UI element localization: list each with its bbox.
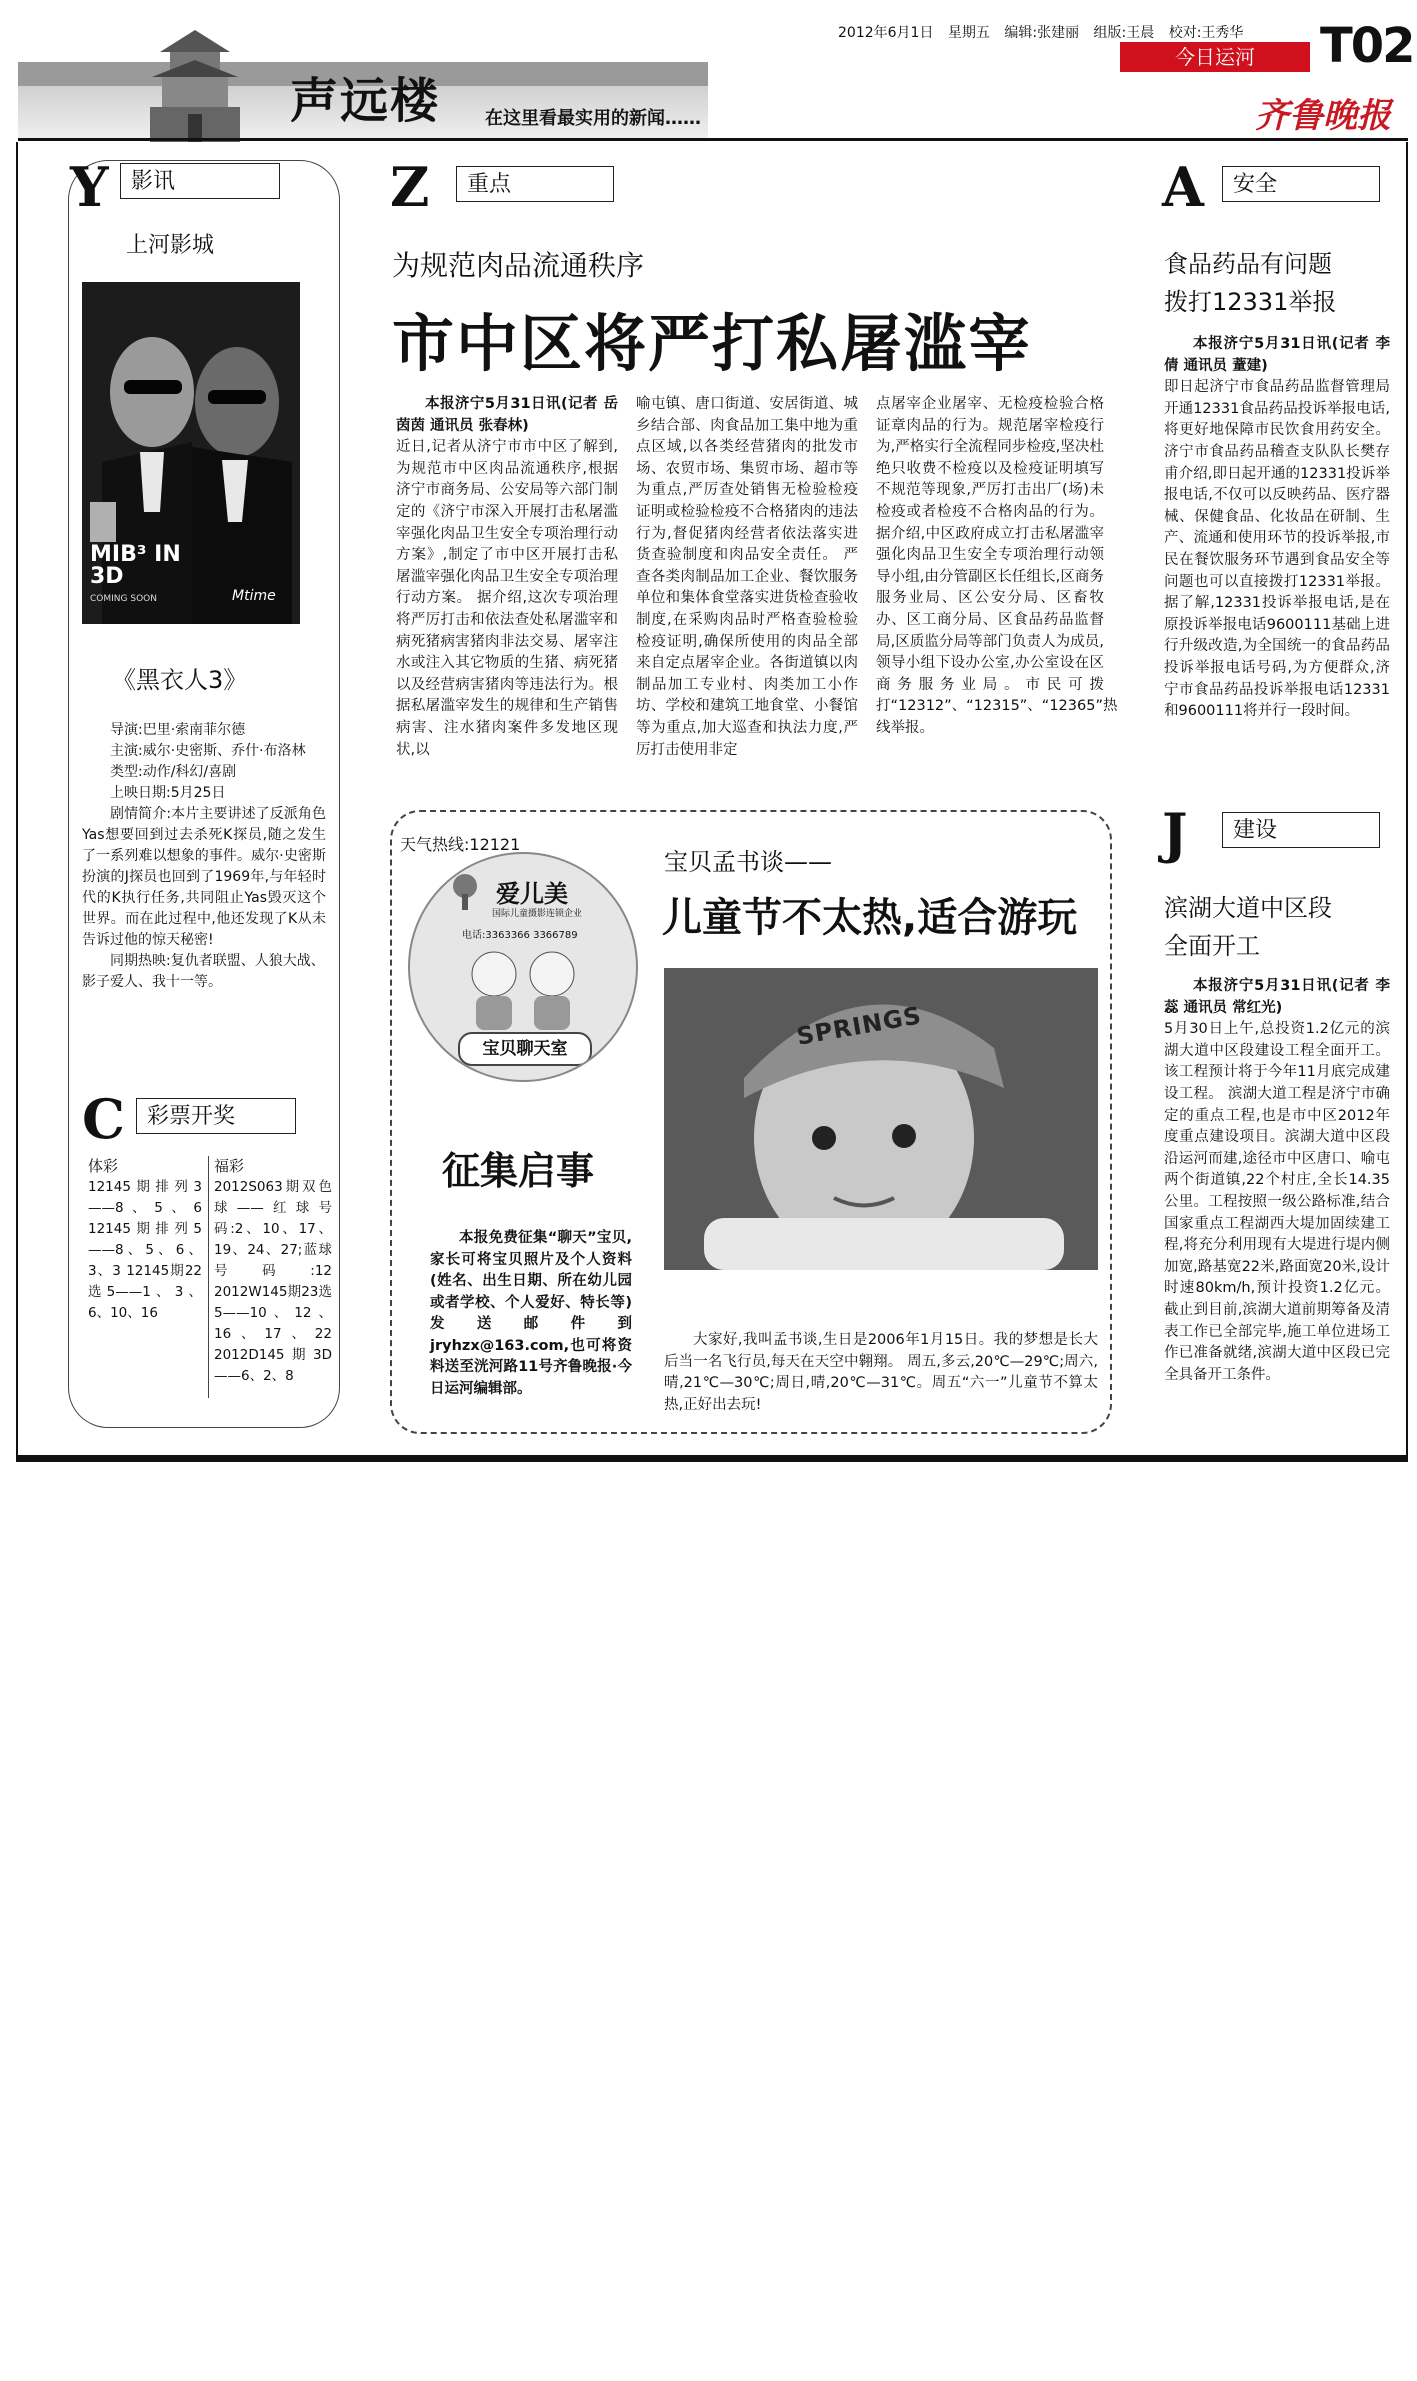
logo-brand: 爱儿美 xyxy=(496,880,568,908)
safety-dateline: 本报济宁5月31日讯(记者 李倩 通讯员 蕫建) xyxy=(1164,336,1390,374)
safety-headline-1: 食品药品有问题 xyxy=(1164,250,1332,278)
sports-lottery-title: 体彩 xyxy=(88,1157,119,1175)
movie-details xyxy=(82,720,326,993)
column-tag-safety: 安全 xyxy=(1222,166,1380,202)
welfare-lottery-title: 福彩 xyxy=(214,1157,245,1175)
construction-story xyxy=(1164,976,1390,1386)
safety-body: 即日起济宁市食品药品监督管理局开通12331食品药品投诉举报电话,将更好地保障市民饮食用药安全。 济宁市食品药品稽查支队队长樊存甫介绍,即日起开通的12331投诉举报电话,不仅可以反映药品、医疗器械、保健食品、化妆品在研制、生产、流通和使用环节的投诉举报,市民在餐饮服务环节遇到食品安全等问题也可以直接拨打12331举报。 据了解,12331投诉举报电话,是在原投诉举报电话9600111基础上进行升级改造,为全国统一的食品药品投诉举报电话号码,为方便群众,济宁市食品药品投诉举报电话12331和9600111将并行一段时间。 xyxy=(1164,379,1390,720)
also-showing: 同期热映:复仇者联盟、人狼大战、影子爱人、我十一等。 xyxy=(82,953,325,990)
editor: 编辑:张建丽 xyxy=(1004,25,1080,41)
column-tag-movie: 影讯 xyxy=(120,163,280,199)
column-letter-j: J xyxy=(1162,801,1188,865)
notice-body: 本报免费征集“聊天”宝贝,家长可将宝贝照片及个人资料(姓名、出生日期、所在幼儿园或者学校、个人爱好、特长等)发送邮件到jryhzx@163.com,也可将资料送至洸河路11号齐鲁晚报·今日运河编辑部。 xyxy=(430,1230,632,1397)
section-title: 声远楼 xyxy=(290,73,441,129)
page-header xyxy=(0,0,1417,140)
construction-body: 5月30日上午,总投资1.2亿元的滨湖大道中区段建设工程全面开工。该工程预计将于今年11月底完成建设工程。 滨湖大道工程是济宁市确定的重点工程,也是市中区2012年度重点建设项目。滨湖大道中区段沿运河而建,途径市中区唐口、喻屯两个街道镇,22个村庄,全长14.35公里。工程按照一级公路标准,结合国家重点工程湖西大堤加固续建工程,将充分利用现有大堤进行堤内侧加宽,路基宽22米,路面宽20米,设计时速80km/h,预计投资1.2亿元。 截止到目前,滨湖大道前期筹备及清表工作已全部完毕,施工单位进场工作已准备就绪,滨湖大道中区段已完全具备开工条件。 xyxy=(1164,1021,1390,1383)
movie-director: 导演:巴里·索南菲尔德 xyxy=(110,722,246,738)
weekday: 星期五 xyxy=(947,25,990,41)
page-meta xyxy=(838,22,1243,42)
poster-subtitle: COMING SOON xyxy=(90,594,157,604)
construction-headline-1: 滨湖大道中区段 xyxy=(1164,894,1332,922)
story-kicker: 为规范肉品流通秩序 xyxy=(392,249,645,282)
masthead-logo: 齐鲁晚报 xyxy=(1255,96,1391,136)
movie-synopsis: 剧情简介:本片主要讲述了反派角色Yas想要回到过去杀死K探员,随之发生了一系列难以想象的事件。威尔·史密斯扮演的J探员也回到了1969年,与年轻时代的K执行任务,共同阻止Yas毁灭这个世界。而在此过程中,他还发现了K从未告诉过他的惊天秘密! xyxy=(82,806,326,948)
logo-subtitle: 国际儿童摄影连锁企业 xyxy=(492,909,583,919)
story-dateline: 本报济宁5月31日讯(记者 岳茵茵 通讯员 张春林) xyxy=(396,396,618,434)
welfare-lottery-results: 2012S063期双色球——红球号码:2、10、17、19、24、27;蓝球号码:12 2012W145期23选5——10、12、16、17、22 2012D145期3D——6、2、8 xyxy=(214,1179,332,1384)
column-letter-c: C xyxy=(82,1087,125,1151)
column-letter-a: A xyxy=(1162,155,1204,219)
notice-title: 征集启事 xyxy=(442,1149,595,1193)
cap-lettering: SPRINGS xyxy=(794,1001,924,1051)
movie-title: 《黑衣人3》 xyxy=(112,666,248,694)
child-photo xyxy=(664,968,1098,1270)
column-tag-focus: 重点 xyxy=(456,166,614,202)
logo-phone: 电话:3363366 3366789 xyxy=(462,930,578,941)
kid-headline: 儿童节不太热,适合游玩 xyxy=(662,895,1078,941)
kid-story: 大家好,我叫孟书谈,生日是2006年1月15日。我的梦想是长大后当一名飞行员,每天在天空中翱翔。 周五,多云,20℃—29℃;周六,晴,21℃—30℃;周日,晴,20℃—31℃。周五“六一”儿童节不算太热,正好出去玩! xyxy=(664,1332,1098,1413)
cartoon-kids-illustration xyxy=(450,946,596,1030)
column-tag-lottery: 彩票开奖 xyxy=(136,1098,296,1134)
movie-genre: 类型:动作/科幻/喜剧 xyxy=(110,764,237,780)
story-column-2-text: 喻屯镇、唐口街道、安居街道、城乡结合部、肉食品加工集中地为重点区域,以各类经营猪肉的批发市场、农贸市场、集贸市场、超市等为重点,严厉查处销售无检验检疫证明或检验检疫不合格猪肉的违法行为,督促猪肉经营者依法落实进货查验制度和肉品安全责任。 严查各类肉制品加工企业、餐饮服务单位和集体食堂落实进货检查验收制度,在采购肉品时严格查验检验检疫证明,确保所使用的肉品全部来自定点屠宰企业。各街道镇以肉制品加工专业村、肉类加工小作坊、学校和建筑工地食堂、小餐馆等为重点,加大巡查和执法力度,严厉打击使用非定 xyxy=(636,396,858,758)
sports-lottery-results: 12145期排列3——8、5、6 12145期排列5——8、5、6、3、3 12145期22选5——1、3、6、10、16 xyxy=(88,1179,202,1321)
kid-kicker: 宝贝孟书谈—— xyxy=(664,848,832,876)
section-tab: 今日运河 xyxy=(1120,42,1310,72)
chat-room-logo xyxy=(408,852,638,1082)
story-headline: 市中区将严打私屠滥宰 xyxy=(392,307,1033,380)
movie-cast: 主演:威尔·史密斯、乔什·布洛林 xyxy=(110,743,306,759)
layout-credit: 组版:王晨 xyxy=(1093,25,1155,41)
sports-lottery xyxy=(88,1156,202,1324)
poster-brand-logo: Mtime xyxy=(232,588,276,604)
lottery-divider xyxy=(208,1156,209,1398)
construction-headline-2: 全面开工 xyxy=(1164,932,1260,960)
page-number: T02 xyxy=(1320,18,1414,74)
story-column-3-text: 点屠宰企业屠宰、无检疫检验合格证章肉品的行为。规范屠宰检疫行为,严格实行全流程同步检疫,坚决杜绝只收费不检疫以及检疫证明填写不规范等现象,严厉打击出厂(场)未检疫或者检疫不合格肉品的行为。 据介绍,中区政府成立打击私屠滥宰强化肉品卫生安全专项治理行动领导小组,由分管副区长任组长,区商务服务业局、区公安分局、区畜牧办、区工商分局、区食品药品监督局,区质监分局等部门负责人为成员,领导小组下设办公室,办公室设在区商务服务业局。市民可拨打“12312”、“12315”、“12365”热线举报。 xyxy=(876,396,1118,736)
date: 2012年6月1日 xyxy=(838,25,934,41)
proofreader: 校对:王秀华 xyxy=(1168,25,1244,41)
drum-tower-illustration xyxy=(150,22,240,142)
column-letter-y: Y xyxy=(70,155,109,219)
chat-room-banner: 宝贝聊天室 xyxy=(458,1032,592,1066)
section-tagline: 在这里看最实用的新闻…… xyxy=(485,108,701,129)
column-letter-z: Z xyxy=(390,155,430,219)
story-column-1-text: 近日,记者从济宁市市中区了解到,为规范市中区肉品流通秩序,根据济宁市商务局、公安局等六部门制定的《济宁市深入开展打击私屠滥宰强化肉品卫生安全专项治理行动方案》,制定了市中区开展打击私屠滥宰强化肉品卫生安全专项治理行动方案。 据介绍,这次专项治理将严厉打击和依法查处私屠滥宰和病死猪病害猪肉非法交易、屠宰注水或注入其它物质的生猪、病死猪以及经营病害猪肉等违法行为。根据私屠滥宰发生的规律和生产销售病害、注水猪肉案件多发地区现状,以 xyxy=(396,439,618,758)
tree-logo-icon xyxy=(440,872,490,912)
poster-title: MIB³ IN 3D xyxy=(90,542,181,589)
safety-story xyxy=(1164,334,1390,723)
story-column-1 xyxy=(396,394,618,761)
story-column-3 xyxy=(876,394,1118,740)
safety-headline-2: 拨打12331举报 xyxy=(1164,288,1337,316)
movie-release: 上映日期:5月25日 xyxy=(110,785,226,801)
movie-poster xyxy=(82,282,300,624)
cinema-name: 上河影城 xyxy=(126,233,215,258)
welfare-lottery xyxy=(214,1156,332,1387)
column-tag-construction: 建设 xyxy=(1222,812,1380,848)
weather-hotline: 天气热线:12121 xyxy=(400,832,524,855)
construction-dateline: 本报济宁5月31日讯(记者 李蕊 通讯员 常红光) xyxy=(1164,978,1390,1016)
story-column-2 xyxy=(636,394,858,761)
header-rule xyxy=(18,138,1408,141)
